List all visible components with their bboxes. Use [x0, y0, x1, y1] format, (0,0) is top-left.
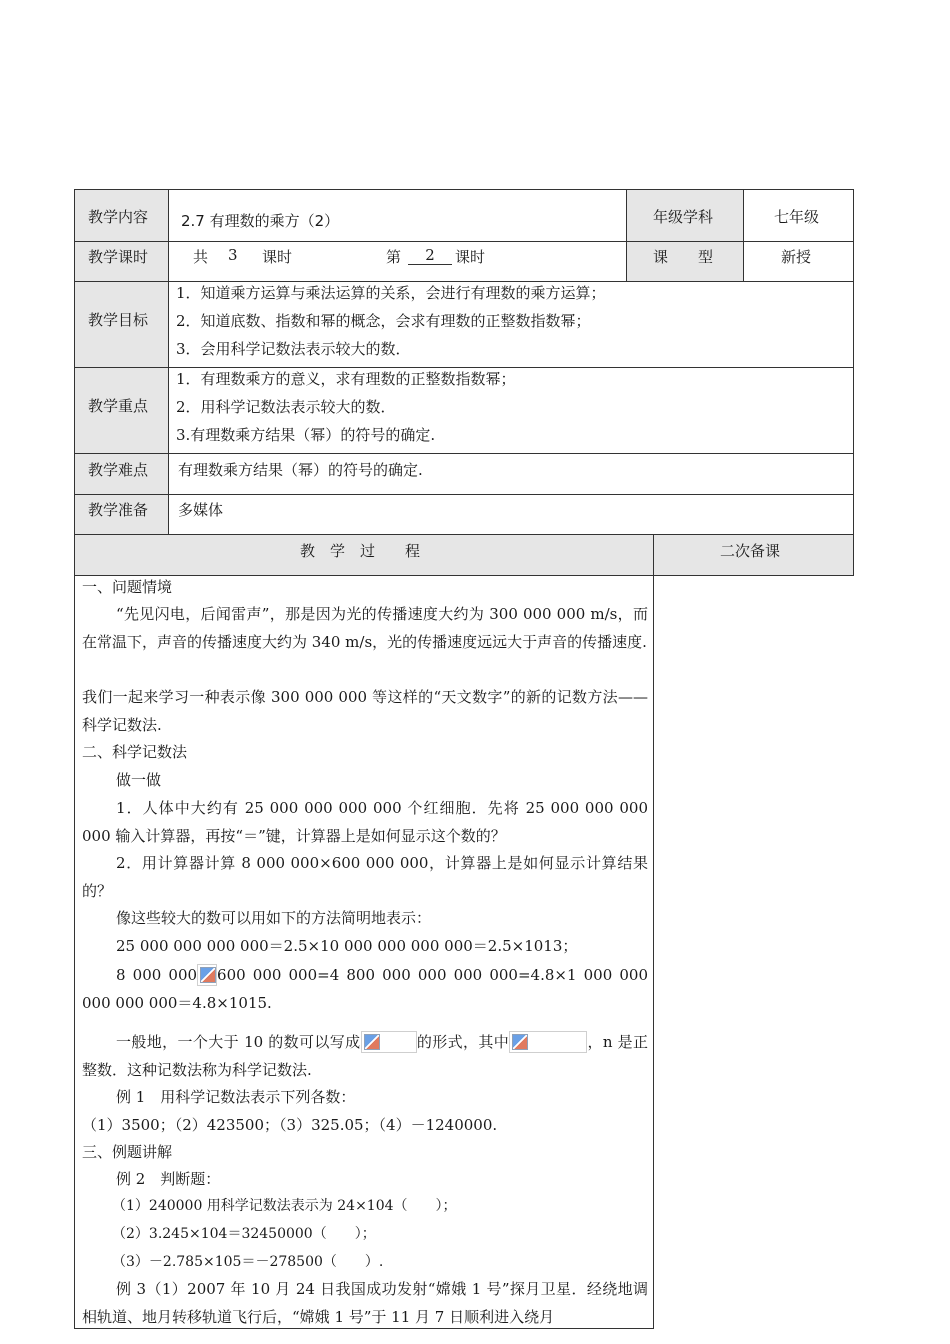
example-3-text: 例 3（1）2007 年 10 月 24 日我国成功发射“嫦娥 1 号”探月卫星．经绕地调相轨道、地月转移轨道飞行后，“嫦娥 1 号”于 11 月 7 日顺利进入绕月: [82, 1280, 648, 1326]
prep-text: 多媒体: [178, 501, 224, 519]
focus-item: 2．用科学记数法表示较大的数．: [176, 398, 396, 416]
example-2-item: （2）3.245×104＝32450000（ ）；: [112, 1226, 376, 1242]
prep-label: 教学准备: [88, 501, 149, 519]
hours-total-suffix: 课时: [262, 248, 293, 266]
general-form-b: 的形式，其中: [416, 1033, 510, 1051]
general-form-a: 一般地，一个大于 10 的数可以写成: [116, 1033, 361, 1051]
hours-total-prefix: 共: [193, 248, 209, 266]
content-label: 教学内容: [88, 208, 149, 226]
general-form-paragraph: [82, 1028, 648, 1084]
do-it-heading: 做一做: [116, 771, 162, 789]
example-1-title: 例 1 用科学记数法表示下列各数：: [116, 1088, 356, 1106]
hours-no-value: 2: [408, 246, 452, 265]
type-label: 课 型: [653, 248, 714, 266]
example-2-title: 例 2 判断题：: [116, 1170, 221, 1188]
focus-label: 教学重点: [88, 397, 149, 415]
table-border: [74, 494, 854, 495]
simplify-intro: 像这些较大的数可以用如下的方法简明地表示：: [116, 909, 432, 927]
table-border: [853, 189, 854, 576]
table-border: [626, 189, 627, 282]
hours-no: [408, 246, 452, 265]
equation-2: [82, 962, 648, 1017]
general-form-c: ，n 是正整数．这种记数法称为科学记数法.: [82, 1033, 648, 1079]
table-border: [168, 189, 169, 535]
table-border: [653, 534, 654, 1329]
process-title: 教 学 过 程: [300, 542, 421, 560]
goal-item: 2．知道底数、指数和幂的概念，会求有理数的正整数指数幂；: [176, 312, 591, 330]
example-2-item: （3）－2.785×105＝－278500（ ）.: [112, 1254, 384, 1270]
question-1: 1．人体中大约有 25 000 000 000 000 个红细胞．先将 25 000 000 000 000 输入计算器，再按“＝”键，计算器上是如何显示这个数的？: [82, 799, 648, 845]
section-3-title: 三、例题讲解: [82, 1143, 173, 1161]
section-2-title: 二、科学记数法: [82, 743, 188, 761]
table-border: [74, 534, 854, 535]
section-1-title: 一、问题情境: [82, 578, 173, 596]
grade-label: 年级学科: [653, 208, 714, 226]
hours-no-prefix: 第: [386, 248, 402, 266]
section-1-paragraph: “先见闪电，后闻雷声”，那是因为光的传播速度大约为 300 000 000 m/s，而在常温下，声音的传播速度大约为 340 m/s，光的传播速度远远大于声音的传播速度.: [82, 605, 648, 651]
table-border: [74, 241, 854, 242]
broken-image-icon: [197, 964, 217, 986]
formula-image-icon: [361, 1031, 417, 1053]
content-value: 2.7 有理数的乘方（2）: [181, 212, 340, 230]
grade-value: 七年级: [774, 208, 820, 226]
goal-item: 1．知道乘方运算与乘法运算的关系，会进行有理数的乘方运算；: [176, 284, 606, 302]
equation-2-part-a: 8 000 000: [116, 966, 198, 984]
table-border: [74, 189, 75, 1329]
focus-item: 1．有理数乘方的意义，求有理数的正整数指数幂；: [176, 370, 516, 388]
example-2-item: （1）240000 用科学记数法表示为 24×104（ ）；: [112, 1198, 457, 1214]
question-2: 2．用计算器计算 8 000 000×600 000 000，计算器上是如何显示计算结果的？: [82, 854, 648, 900]
hours-total: 3: [228, 246, 238, 264]
equation-1: 25 000 000 000 000＝2.5×10 000 000 000 000＝2.5×1013；: [116, 937, 578, 955]
section-1-paragraph-2: 我们一起来学习一种表示像 300 000 000 等这样的“天文数字”的新的记数方法——科学记数法.: [82, 688, 648, 734]
table-border: [74, 453, 854, 454]
goals-label: 教学目标: [88, 311, 149, 329]
table-border: [743, 189, 744, 282]
difficulty-label: 教学难点: [88, 461, 149, 479]
side-notes-title: 二次备课: [720, 542, 781, 560]
formula-image-icon: [509, 1031, 587, 1053]
hours-no-suffix: 课时: [455, 248, 486, 266]
equation-2-part-b: 600 000 000=4 800 000 000 000 000=4.8×1 000 000 000 000 000＝4.8×1015.: [82, 966, 648, 1012]
type-value: 新授: [781, 248, 812, 266]
table-border: [74, 189, 854, 190]
difficulty-text: 有理数乘方结果（幂）的符号的确定.: [178, 461, 423, 479]
goal-item: 3．会用科学记数法表示较大的数．: [176, 340, 411, 358]
example-1-items: （1）3500；（2）423500；（3）325.05；（4）－1240000.: [82, 1116, 498, 1134]
hours-label: 教学课时: [88, 248, 149, 266]
focus-item: 3.有理数乘方结果（幂）的符号的确定.: [176, 426, 436, 444]
